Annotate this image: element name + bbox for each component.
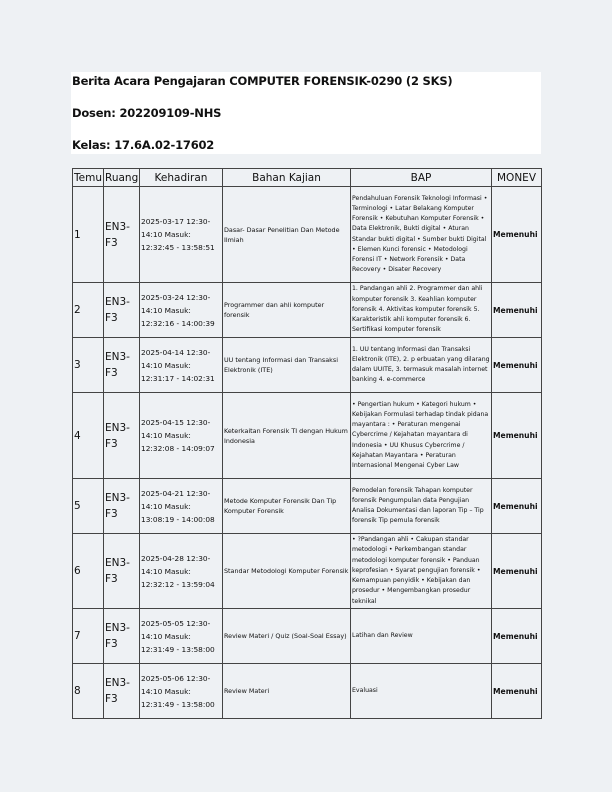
cell-ruang: EN3-F3: [104, 338, 140, 393]
lecturer-line: Dosen: 202209109-NHS: [72, 106, 222, 120]
column-header-monev: MONEV: [492, 169, 542, 187]
cell-temu: 2: [73, 283, 104, 338]
cell-kehadiran: 2025-04-21 12:30-14:10 Masuk: 13:08:19 - 14:00:08: [140, 479, 223, 534]
cell-ruang: EN3-F3: [104, 479, 140, 534]
column-header-bahan-kajian: Bahan Kajian: [223, 169, 351, 187]
cell-ruang: EN3-F3: [104, 393, 140, 479]
cell-monev: Memenuhi: [492, 187, 542, 283]
cell-monev: Memenuhi: [492, 283, 542, 338]
cell-bahan-kajian: Metode Komputer Forensik Dan Tip Komputer Forensik: [223, 479, 351, 534]
cell-kehadiran: 2025-04-14 12:30-14:10 Masuk: 12:31:17 - 14:02:31: [140, 338, 223, 393]
cell-temu: 7: [73, 609, 104, 664]
cell-bap: Pemodelan forensik Tahapan komputer forensik Pengumpulan data Pengujian Analisa Dokumentasi dan laporan Tip – Tip forensik Tip pemula forensik: [351, 479, 492, 534]
cell-monev: Memenuhi: [492, 338, 542, 393]
cell-bap: Evaluasi: [351, 664, 492, 719]
cell-kehadiran: 2025-05-05 12:30-14:10 Masuk: 12:31:49 - 13:58:00: [140, 609, 223, 664]
cell-bap: • ?Pandangan ahli • Cakupan standar metodologi • Perkembangan standar metodologi komputer forensik • Panduan keprofesian • Syarat pengujian forensik • Kemampuan penyidik • Kebijakan dan prosedur • Mengembangkan prosedur teknikal: [351, 534, 492, 609]
cell-bahan-kajian: Review Materi / Quiz (Soal-Soal Essay): [223, 609, 351, 664]
cell-monev: Memenuhi: [492, 393, 542, 479]
table-row: [73, 609, 542, 664]
cell-monev: Memenuhi: [492, 609, 542, 664]
cell-ruang: EN3-F3: [104, 664, 140, 719]
cell-bahan-kajian: Standar Metodologi Komputer Forensik: [223, 534, 351, 609]
table-row: [73, 393, 542, 479]
cell-bahan-kajian: Dasar- Dasar Penelitian Dan Metode Ilmiah: [223, 187, 351, 283]
cell-bap: Pendahuluan Forensik Teknologi Informasi • Terminologi • Latar Belakang Komputer Forensik • Kebutuhan Komputer Forensik • Data Elektronik, Bukti digital • Aturan Standar bukti digital • Sumber bukti Digital • Elemen Kunci forensic • Metodologi Forensi IT • Network Forensik • Data Recovery • Disater Recovery: [351, 187, 492, 283]
cell-ruang: EN3-F3: [104, 187, 140, 283]
cell-kehadiran: 2025-03-17 12:30-14:10 Masuk: 12:32:45 - 13:58:51: [140, 187, 223, 283]
teaching-report-table: [72, 168, 542, 719]
cell-temu: 5: [73, 479, 104, 534]
cell-temu: 8: [73, 664, 104, 719]
cell-monev: Memenuhi: [492, 479, 542, 534]
cell-bahan-kajian: Keterkaitan Forensik TI dengan Hukum Indonesia: [223, 393, 351, 479]
cell-kehadiran: 2025-04-15 12:30-14:10 Masuk: 12:32:08 - 14:09:07: [140, 393, 223, 479]
table-row: [73, 664, 542, 719]
table-row: [73, 534, 542, 609]
column-header-temu: Temu: [73, 169, 104, 187]
cell-ruang: EN3-F3: [104, 283, 140, 338]
cell-monev: Memenuhi: [492, 664, 542, 719]
cell-bap: 1. UU tentang Informasi dan Transaksi Elektronik (ITE), 2. p erbuatan yang dilarang dalam UUITE, 3. termasuk masalah internet banking 4. e-commerce: [351, 338, 492, 393]
cell-ruang: EN3-F3: [104, 534, 140, 609]
class-line: Kelas: 17.6A.02-17602: [72, 138, 215, 152]
column-header-ruang: Ruang: [104, 169, 140, 187]
cell-monev: Memenuhi: [492, 534, 542, 609]
column-header-bap: BAP: [351, 169, 492, 187]
table-row: [73, 338, 542, 393]
cell-bahan-kajian: Programmer dan ahli komputer forensik: [223, 283, 351, 338]
table-row: [73, 479, 542, 534]
cell-bap: • Pengertian hukum • Kategori hukum • Kebijakan Formulasi terhadap tindak pidana mayantara : • Peraturan mengenai Cybercrime / Kejahatan mayantara di Indonesia • UU Khusus Cybercrime / Kejahatan Mayantara • Peraturan Internasional Mengenai Cyber Law: [351, 393, 492, 479]
cell-bap: Latihan dan Review: [351, 609, 492, 664]
document-title: Berita Acara Pengajaran COMPUTER FORENSIK-0290 (2 SKS): [72, 74, 453, 88]
cell-temu: 4: [73, 393, 104, 479]
cell-temu: 6: [73, 534, 104, 609]
table-header-row: [73, 169, 542, 187]
column-header-kehadiran: Kehadiran: [140, 169, 223, 187]
cell-temu: 1: [73, 187, 104, 283]
table-row: [73, 187, 542, 283]
cell-ruang: EN3-F3: [104, 609, 140, 664]
table-row: [73, 283, 542, 338]
cell-kehadiran: 2025-05-06 12:30-14:10 Masuk: 12:31:49 - 13:58:00: [140, 664, 223, 719]
cell-kehadiran: 2025-04-28 12:30-14:10 Masuk: 12:32:12 - 13:59:04: [140, 534, 223, 609]
cell-bahan-kajian: UU tentang Informasi dan Transaksi Elektronik (ITE): [223, 338, 351, 393]
cell-temu: 3: [73, 338, 104, 393]
cell-bap: 1. Pandangan ahli 2. Programmer dan ahli komputer forensik 3. Keahlian komputer forensik 4. Aktivitas komputer forensik 5. Karakteristik ahli komputer forensik 6. Sertifikasi komputer forensik: [351, 283, 492, 338]
cell-kehadiran: 2025-03-24 12:30-14:10 Masuk: 12:32:16 - 14:00:39: [140, 283, 223, 338]
cell-bahan-kajian: Review Materi: [223, 664, 351, 719]
